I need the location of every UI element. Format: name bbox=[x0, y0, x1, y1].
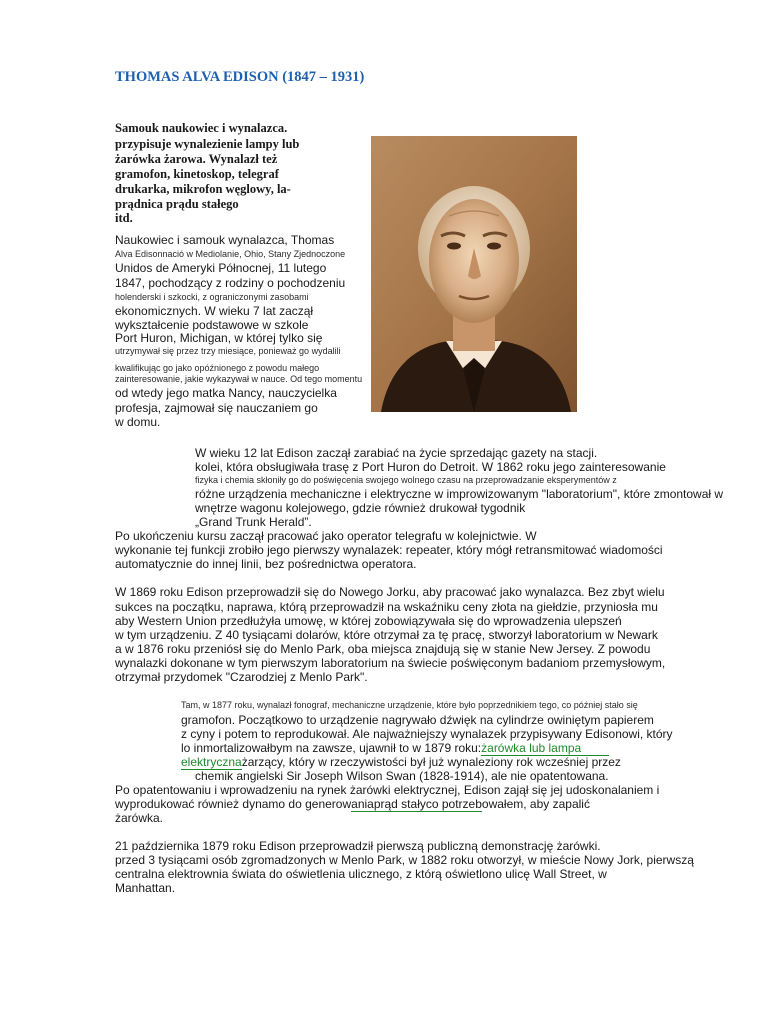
intro-line: itd. bbox=[115, 211, 133, 225]
text-fragment: żarzący, który w rzeczywistości był już wynaleziony rok wcześniej przez bbox=[241, 755, 621, 769]
text-line: z cyny i potem to reprodukował. Ale najważniejszy wynalazek przypisywany Edisonowi, który bbox=[181, 727, 673, 741]
bio-line: wykształcenie podstawowe w szkole bbox=[115, 318, 309, 332]
bio-line: utrzymywał się przez trzy miesiące, ponieważ go wydalili bbox=[115, 346, 341, 356]
text-line: wnętrze wagonu kolejowego, gdzie również drukował tygodnik bbox=[195, 501, 526, 515]
intro-line: Samouk naukowiec i wynalazca. bbox=[115, 121, 288, 135]
text-line: przed 3 tysiącami osób zgromadzonych w Menlo Park, w 1882 roku otworzył, w mieście Nowy Jork, pierwszą bbox=[115, 853, 694, 867]
text-fragment: wyprodukować również dynamo do generow bbox=[115, 797, 352, 811]
text-line: wynalazki dokonane w tym pierwszym laboratorium na świecie poświęconym badaniom przemysłowym, bbox=[115, 656, 666, 670]
bio-line: ekonomicznych. W wieku 7 lat zaczął bbox=[115, 304, 314, 318]
bio-line: zainteresowanie, jakie wykazywał w nauce. Od tego momentu bbox=[115, 374, 363, 384]
text-line bbox=[115, 797, 590, 811]
text-line: W wieku 12 lat Edison zaczął zarabiać na życie sprzedając gazety na stacji. bbox=[195, 446, 598, 460]
intro-line: prądnica prądu stałego bbox=[115, 197, 239, 211]
text-line: gramofon. Początkowo to urządzenie nagrywało dźwięk na cylindrze owiniętym papierem bbox=[181, 713, 654, 727]
text-line: centralna elektrownia świata do oświetlenia ulicznego, z którą oświetlono ulicę Wall Street, w bbox=[115, 867, 607, 881]
text-line: a w 1876 roku przeniósł się do Menlo Park, oba miejsca znajdują się w stanie New Jersey. Z powodu bbox=[115, 642, 651, 656]
text-line: kolei, która obsługiwała trasę z Port Huron do Detroit. W 1862 roku jego zainteresowanie bbox=[195, 460, 666, 474]
text-line: chemik angielski Sir Joseph Wilson Swan (1828-1914), ale nie opatentowana. bbox=[195, 769, 609, 783]
bio-line: profesja, zajmował się nauczaniem go bbox=[115, 401, 318, 415]
text-line: W 1869 roku Edison przeprowadził się do Nowego Jorku, aby pracować jako wynalazca. Bez zbyt wielu bbox=[115, 585, 665, 599]
link-text-a: aniaprąd stałyco potrzeb bbox=[351, 797, 482, 811]
text-line: fizyka i chemia skłoniły go do poświęcenia swojego wolnego czasu na przeprowadzanie eksperymentów z bbox=[195, 475, 617, 485]
intro-line: drukarka, mikrofon węglowy, la- bbox=[115, 182, 291, 196]
direct-current-link[interactable] bbox=[351, 797, 482, 812]
intro-line: przypisuje wynalezienie lampy lub bbox=[115, 137, 300, 151]
bio-line: od wtedy jego matka Nancy, nauczycielka bbox=[115, 386, 337, 400]
bio-line: Alva Edisonnació w Mediolanie, Ohio, Stany Zjednoczone bbox=[115, 249, 346, 259]
bio-line: Naukowiec i samouk wynalazca, Thomas bbox=[115, 233, 335, 247]
text-line: otrzymał przydomek "Czarodziej z Menlo Park". bbox=[115, 670, 368, 684]
bio-line: Unidos de Ameryki Północnej, 11 lutego bbox=[115, 261, 327, 275]
text-line: 21 października 1879 roku Edison przeprowadził pierwszą publiczną demonstrację żarówki. bbox=[115, 839, 601, 853]
intro-line: żarówka żarowa. Wynalazł też bbox=[115, 152, 278, 166]
text-line: automatycznie do innej linii, bez pośrednictwa operatora. bbox=[115, 557, 417, 571]
edison-portrait bbox=[371, 136, 577, 412]
text-line: Tam, w 1877 roku, wynalazł fonograf, mechaniczne urządzenie, które było poprzednikiem tego, co później stało się bbox=[181, 700, 638, 710]
text-line: Po opatentowaniu i wprowadzeniu na rynek żarówki elektrycznej, Edison zajął się jej udoskonalaniem i bbox=[115, 783, 660, 797]
bulb-link[interactable]: żarówka lub lampa bbox=[481, 741, 609, 756]
page-title: THOMAS ALVA EDISON (1847 – 1931) bbox=[115, 69, 365, 85]
bio-line: 1847, pochodzący z rodziny o pochodzeniu bbox=[115, 276, 346, 290]
text-fragment: lo inmortalizowałbym na zawsze, ujawnił to w 1879 roku: bbox=[181, 741, 482, 755]
bio-line: w domu. bbox=[115, 415, 161, 429]
intro-line: gramofon, kinetoskop, telegraf bbox=[115, 167, 279, 181]
text-line bbox=[181, 741, 609, 756]
bio-line: kwalifikując go jako opóźnionego z powodu małego bbox=[115, 363, 320, 373]
text-line bbox=[181, 755, 621, 770]
text-line: „Grand Trunk Herald”. bbox=[195, 515, 312, 529]
text-line: różne urządzenia mechaniczne i elektryczne w improwizowanym "laboratorium", które zmontował w bbox=[195, 487, 724, 501]
text-line: wykonanie tej funkcji zrobiło jego pierwszy wynalazek: repeater, który mógł retransmitować wiadomości bbox=[115, 543, 663, 557]
bio-line: Port Huron, Michigan, w której tylko się bbox=[115, 331, 323, 345]
text-line: w tym urządzeniu. Z 40 tysiącami dolarów, które otrzymał za tę pracę, stworzył laboratorium w Newark bbox=[115, 628, 658, 642]
text-line: aby Western Union przedłużyła umowę, w której zobowiązywała się do wprowadzenia ulepszeń bbox=[115, 614, 622, 628]
portrait-image bbox=[371, 136, 577, 412]
text-fragment: owałem, aby zapalić bbox=[481, 797, 590, 811]
text-line: Manhattan. bbox=[115, 881, 176, 895]
electric-link[interactable]: elektryczna bbox=[181, 755, 242, 769]
text-line: sukces na początku, naprawa, którą przeprowadził na wskaźniku ceny złota na giełdzie, przyniosła mu bbox=[115, 600, 658, 614]
text-line: Po ukończeniu kursu zaczął pracować jako operator telegrafu w kolejnictwie. W bbox=[115, 529, 537, 543]
bio-line: holenderski i szkocki, z ograniczonymi zasobami bbox=[115, 292, 309, 302]
text-line: żarówka. bbox=[115, 811, 164, 825]
